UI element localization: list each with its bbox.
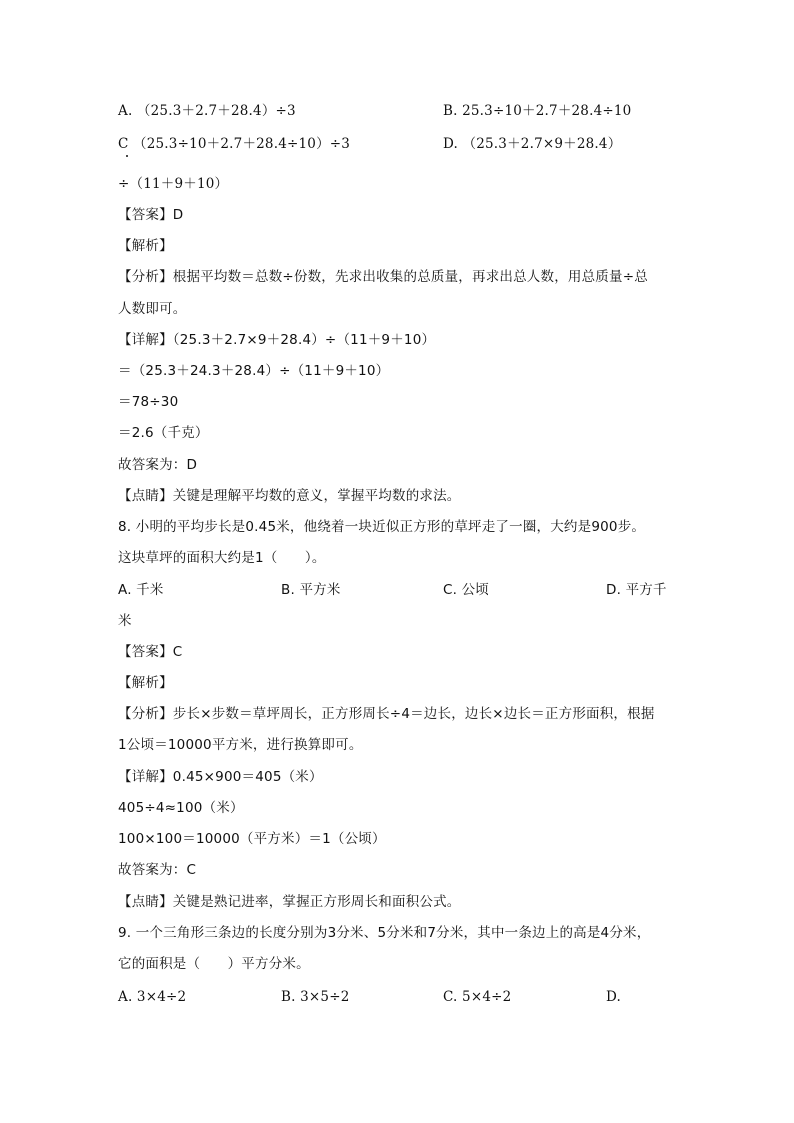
q8-detail-line: 405÷4≈100（米） — [118, 800, 244, 816]
q7-option-d-continuation: ÷（11＋9＋10） — [118, 176, 229, 192]
q8-stem-line-1: 8. 小明的平均步长是0.45米，他绕着一块近似正方形的草坪走了一圈，大约是900步。 — [118, 519, 646, 535]
q7-detail-line: ＝78÷30 — [118, 394, 179, 410]
q8-fenxi-line-2: 1公顷＝10000平方米，进行换算即可。 — [118, 737, 363, 753]
q7-analysis-label: 【解析】 — [118, 238, 173, 254]
q8-detail-line: 故答案为：C — [118, 862, 197, 878]
q8-detail-line: 100×100＝10000（平方米）＝1（公顷） — [118, 831, 386, 847]
emphasis-dot — [126, 155, 128, 157]
q9-option-b: B. 3×5÷2 — [281, 989, 350, 1005]
q7-detail-line: 【详解】（25.3＋2.7×9＋28.4）÷（11＋9＋10） — [118, 332, 436, 348]
q8-dianjing: 【点睛】关键是熟记进率，掌握正方形周长和面积公式。 — [118, 894, 461, 910]
q8-detail-line: 【详解】0.45×900＝405（米） — [118, 769, 323, 785]
q7-fenxi-line-2: 人数即可。 — [118, 301, 187, 317]
q8-stem-line-2: 这块草坪的面积大约是1（ ）。 — [118, 550, 326, 566]
q8-fenxi-line-1: 【分析】步长×步数＝草坪周长，正方形周长÷4＝边长，边长×边长＝正方形面积，根据 — [118, 706, 655, 722]
q7-option-a: A. （25.3＋2.7＋28.4）÷3 — [118, 103, 296, 119]
q7-option-b: B. 25.3÷10＋2.7＋28.4÷10 — [443, 103, 632, 119]
q8-option-c: C. 公顷 — [443, 582, 490, 598]
q8-answer: 【答案】C — [118, 644, 183, 660]
q8-analysis-label: 【解析】 — [118, 675, 173, 691]
q9-option-a: A. 3×4÷2 — [118, 989, 187, 1005]
q7-option-c: C （25.3÷10＋2.7＋28.4÷10）÷3 — [118, 136, 351, 152]
q8-option-d-continuation: 米 — [118, 613, 132, 629]
q7-fenxi-line-1: 【分析】根据平均数＝总数÷份数，先求出收集的总质量，再求出总人数，用总质量÷总 — [118, 269, 648, 285]
q9-stem-line-2: 它的面积是（ ）平方分米。 — [118, 956, 310, 972]
q8-option-d: D. 平方千 — [606, 582, 667, 598]
q8-option-a: A. 千米 — [118, 582, 164, 598]
q9-stem-line-1: 9. 一个三角形三条边的长度分别为3分米、5分米和7分米，其中一条边上的高是4分米， — [118, 925, 651, 941]
q7-dianjing: 【点睛】关键是理解平均数的意义，掌握平均数的求法。 — [118, 488, 461, 504]
q9-option-d: D. — [606, 989, 622, 1005]
q7-detail-line: 故答案为：D — [118, 457, 198, 473]
q9-option-c: C. 5×4÷2 — [443, 989, 512, 1005]
q7-detail-line: ＝（25.3＋24.3＋28.4）÷（11＋9＋10） — [118, 363, 390, 379]
q8-option-b: B. 平方米 — [281, 582, 341, 598]
q7-option-d: D. （25.3＋2.7×9＋28.4） — [443, 136, 622, 152]
q7-answer: 【答案】D — [118, 207, 184, 223]
q7-detail-line: ＝2.6（千克） — [118, 425, 209, 441]
